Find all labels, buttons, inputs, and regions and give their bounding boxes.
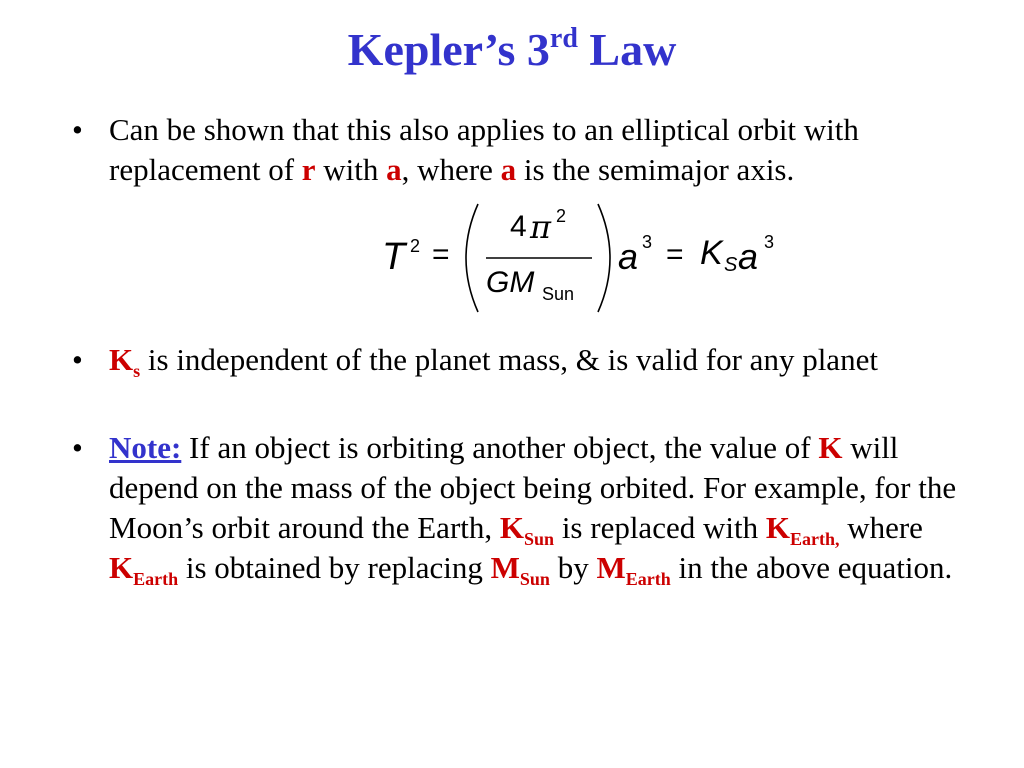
bullet-icon: • [72,342,83,377]
bullet3-K-earth-2: K [109,550,134,585]
bullet3-text-e: is obtained by replacing [178,550,491,585]
bullet-item-elliptical [72,110,979,190]
bullet3-text-c: is replaced with [554,510,766,545]
bullet2-K-sub: s [133,361,141,381]
eq-K: K [700,234,723,272]
bullet1-r: r [301,152,316,187]
title-rest: Law [577,24,677,75]
bullet3-text-d: where [839,510,923,545]
eq-num-pi: π [530,208,552,246]
kepler-equation [370,200,790,320]
eq-den-sub: Sun [542,284,575,304]
bullet3-K-earth-1-sub: Earth, [789,529,840,549]
eq-a-exponent: 3 [642,232,653,252]
bullet3-K-earth-1: K [765,510,790,545]
bullet3-K-earth-2-sub: Earth [133,569,179,589]
title-superscript: rd [549,23,578,54]
bullet-icon: • [72,112,83,147]
bullet1-a1: a [386,152,402,187]
bullet1-a2: a [500,152,517,187]
eq-K-sub: S [724,254,738,276]
eq-num-4: 4 [510,210,527,243]
bullet3-text-b: will depend on the mass of the object being orbited. For example, for the Moon’s orbit around the Earth, [109,430,957,545]
eq-T-exponent: 2 [410,236,421,256]
bullet3-M-sun: M [490,550,520,585]
eq-den-GM: GM [486,266,535,299]
bullet3-M-earth-sub: Earth [625,569,671,589]
bullet3-M-sun-sub: Sun [519,569,550,589]
bullet3-M-earth: M [596,550,626,585]
eq-a2-exponent: 3 [764,232,775,252]
title-main: Kepler’s 3 [347,24,550,75]
bullet1-text-d: is the semimajor axis. [516,152,795,187]
eq-a2: a [738,236,759,277]
eq-equals-1: = [432,238,450,271]
eq-num-exponent: 2 [556,206,567,226]
eq-T: T [382,236,406,278]
bullet3-text-f: by [549,550,597,585]
bullet2-K: K [109,342,134,377]
bullet2-text: is independent of the planet mass, & is valid for any planet [140,342,878,377]
bullet-icon: • [72,430,83,465]
note-label: Note: [109,430,182,465]
eq-a: a [618,236,639,277]
bullet3-K-sun: K [499,510,525,545]
bullet-item-note [72,428,979,589]
bullet3-K: K [818,430,843,465]
bullet-item-ks [72,340,979,381]
eq-equals-2: = [666,238,684,271]
bullet1-text-c: , where [401,152,501,187]
bullet3-text-a: If an object is orbiting another object, the value of [181,430,819,465]
bullet3-text-g: in the above equation. [670,550,953,585]
bullet1-text-b: with [315,152,387,187]
bullet3-K-sun-sub: Sun [524,529,555,549]
bullet1-text-a: Can be shown that this also applies to an elliptical orbit with replacement of [109,112,859,187]
